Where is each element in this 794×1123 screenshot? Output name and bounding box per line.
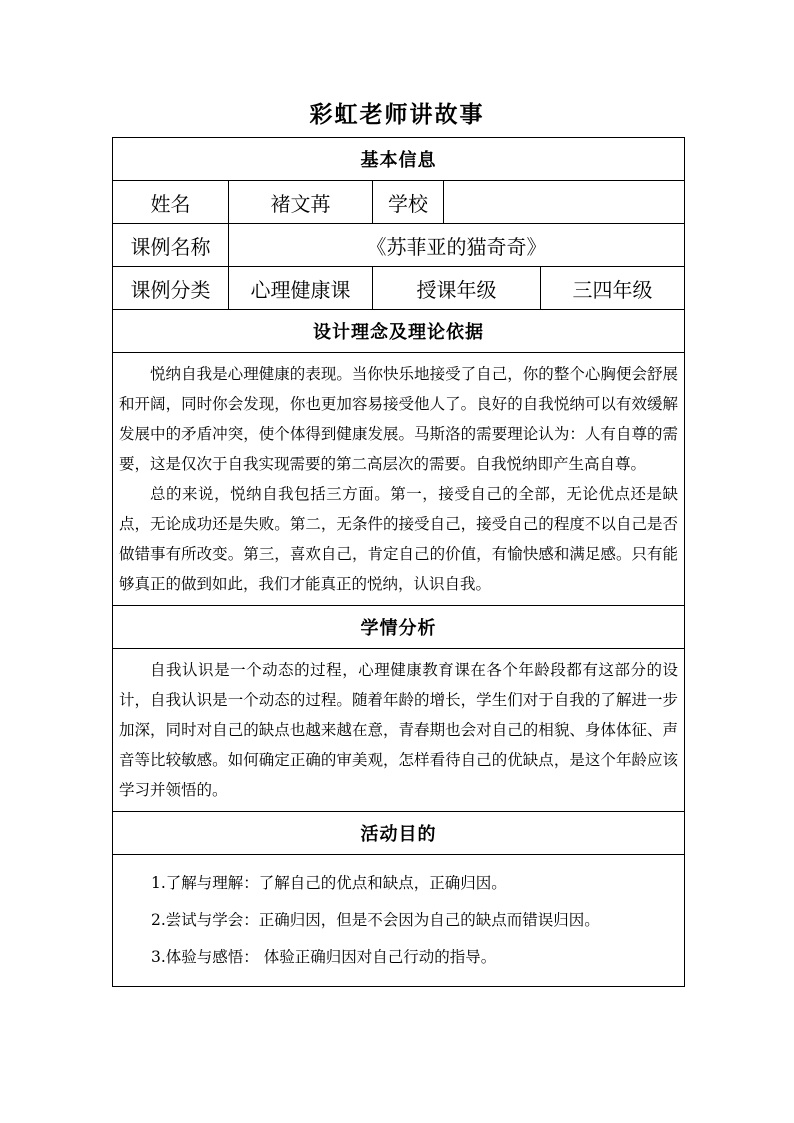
design-heading: 设计理念及理论依据 — [113, 310, 685, 353]
goals-content — [113, 855, 685, 987]
analysis-paragraph: 自我认识是一个动态的过程，心理健康教育课在各个年龄段都有这部分的设计，自我认识是一个动态的过程。随着年龄的增长，学生们对于自我的了解进一步加深，同时对自己的缺点也越来越在意，青春期也会对自己的相貌、身体体征、声音等比较敏感。如何确定正确的审美观，怎样看待自己的优缺点，是这个年龄应该学习并领悟的。 — [119, 661, 679, 799]
analysis-heading: 学情分析 — [113, 606, 685, 649]
grade-label: 授课年级 — [373, 267, 541, 310]
category-value: 心理健康课 — [229, 267, 373, 310]
course-name-value: 《苏菲亚的猫奇奇》 — [229, 224, 685, 267]
basic-info-heading: 基本信息 — [113, 138, 685, 181]
school-value — [444, 181, 685, 224]
name-label: 姓名 — [113, 181, 229, 224]
lesson-plan-table — [112, 137, 685, 987]
goal-item-1: 1.了解与理解：了解自己的优点和缺点，正确归因。 — [151, 874, 507, 892]
category-label: 课例分类 — [113, 267, 229, 310]
design-paragraph-2: 总的来说，悦纳自我包括三方面。第一，接受自己的全部，无论优点还是缺点，无论成功还是失败。第二，无条件的接受自己，接受自己的程度不以自己是否做错事有所改变。第三，喜欢自己，肯定自己的价值，有愉快感和满足感。只有能够真正的做到如此，我们才能真正的悦纳，认识自我。 — [119, 485, 679, 593]
analysis-content — [113, 649, 685, 812]
design-paragraph-1: 悦纳自我是心理健康的表现。当你快乐地接受了自己，你的整个心胸便会舒展和开阔，同时你会发现，你也更加容易接受他人了。良好的自我悦纳可以有效缓解发展中的矛盾冲突，使个体得到健康发展。马斯洛的需要理论认为：人有自尊的需要，这是仅次于自我实现需要的第二高层次的需要。自我悦纳即产生高自尊。 — [119, 365, 679, 473]
document-title: 彩虹老师讲故事 — [309, 101, 485, 128]
school-label: 学校 — [373, 181, 444, 224]
goal-item-2: 2.尝试与学会：正确归因，但是不会因为自己的缺点而错误归因。 — [151, 911, 600, 929]
goal-item-3: 3.体验与感悟： 体验正确归因对自己行动的指导。 — [151, 948, 497, 966]
design-content — [113, 353, 685, 606]
course-name-label: 课例名称 — [113, 224, 229, 267]
goals-heading: 活动目的 — [113, 812, 685, 855]
grade-value: 三四年级 — [541, 267, 685, 310]
name-value: 褚文苒 — [229, 181, 373, 224]
